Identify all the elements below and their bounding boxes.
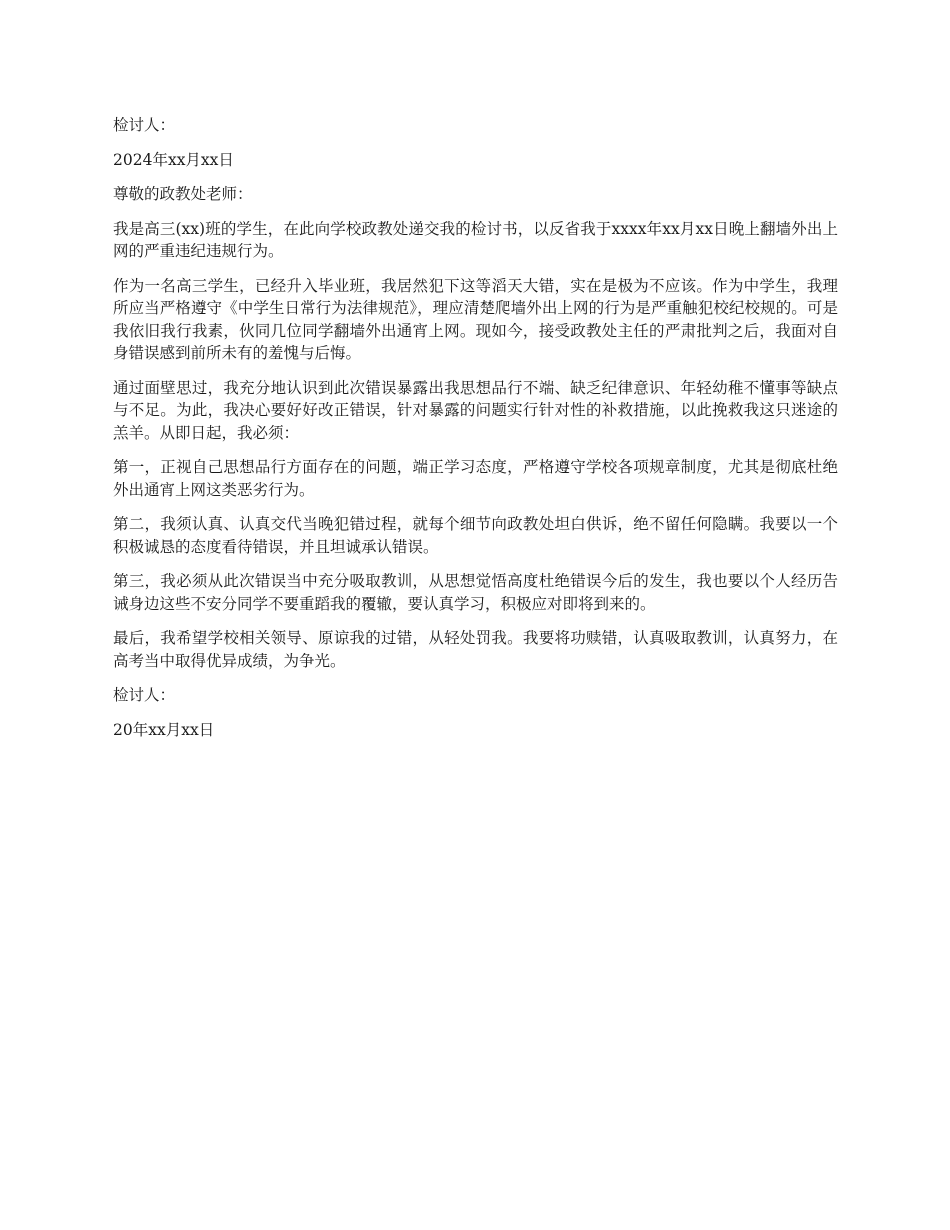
paragraph-point-one: 第一，正视自己思想品行方面存在的问题，端正学习态度，严格遵守学校各项规章制度，尤其是彻底杜绝外出通宵上网这类恶劣行为。 [113, 458, 838, 499]
paragraph-realization: 通过面壁思过，我充分地认识到此次错误暴露出我思想品行不端、缺乏纪律意识、年轻幼稚不懂事等缺点与不足。为此，我决心要好好改正错误，针对暴露的问题实行针对性的补救措施，以此挽救我这只迷途的羔羊。从即日起，我必须： [113, 378, 838, 442]
footer-signer: 检讨人： [113, 686, 176, 704]
paragraph-point-two: 第二，我须认真、认真交代当晚犯错过程，就每个细节向政教处坦白供诉，绝不留任何隐瞒。我要以一个积极诚恳的态度看待错误，并且坦诚承认错误。 [113, 515, 838, 556]
footer-date: 20年xx月xx日 [113, 720, 215, 739]
header-signer: 检讨人： [113, 116, 176, 134]
salutation: 尊敬的政教处老师： [113, 185, 253, 203]
paragraph-intro: 我是高三(xx)班的学生，在此向学校政教处递交我的检讨书，以反省我于xxxx年xx月xx日晚上翻墙外出上网的严重违纪违规行为。 [113, 219, 838, 260]
paragraph-reflection: 作为一名高三学生，已经升入毕业班，我居然犯下这等滔天大错，实在是极为不应该。作为中学生，我理所应当严格遵守《中学生日常行为法律规范》，理应清楚爬墙外出上网的行为是严重触犯校纪校规的。可是我依旧我行我素，伙同几位同学翻墙外出通宵上网。现如今，接受政教处主任的严肃批判之后，我面对自身错误感到前所未有的羞愧与后悔。 [113, 276, 838, 362]
header-date: 2024年xx月xx日 [113, 150, 234, 169]
paragraph-closing: 最后，我希望学校相关领导、原谅我的过错，从轻处罚我。我要将功赎错，认真吸取教训，认真努力，在高考当中取得优异成绩，为争光。 [113, 629, 838, 670]
paragraph-point-three: 第三，我必须从此次错误当中充分吸取教训，从思想觉悟高度杜绝错误今后的发生，我也要以个人经历告诫身边这些不安分同学不要重蹈我的覆辙，要认真学习，积极应对即将到来的。 [113, 572, 838, 613]
